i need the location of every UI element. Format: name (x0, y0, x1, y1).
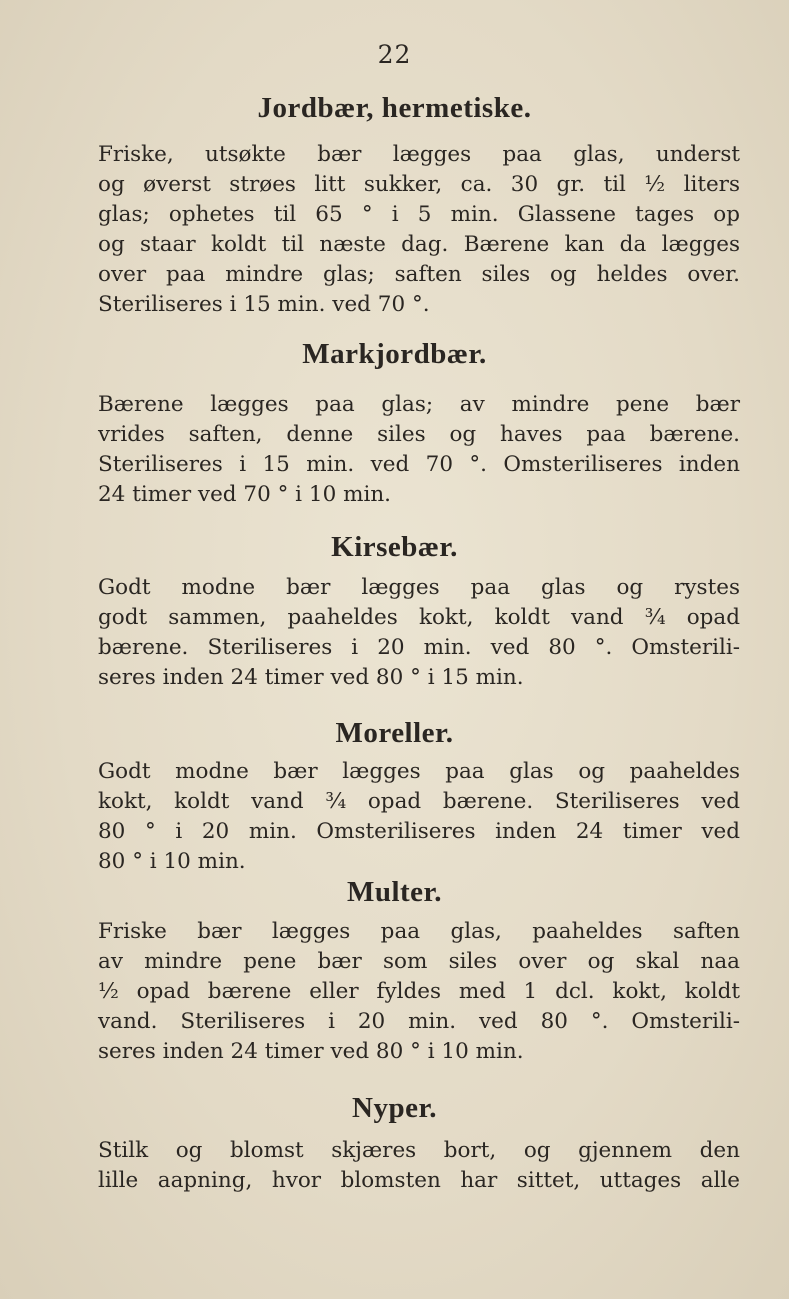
text-line: Friske bær lægges paa glas, paaheldes saften (98, 919, 740, 944)
text-line: Steriliseres i 15 min. ved 70 °. Omsteriliseres inden (98, 452, 740, 477)
page-number: 22 (377, 40, 412, 69)
text-line: Godt modne bær lægges paa glas og paaheldes (98, 759, 740, 784)
text-line: godt sammen, paaheldes kokt, koldt vand ¾ opad (98, 605, 740, 630)
text-line: ½ opad bærene eller fyldes med 1 dcl. kokt, koldt (98, 979, 740, 1004)
text-line: 80 ° i 20 min. Omsteriliseres inden 24 timer ved (98, 819, 740, 844)
text-line: 24 timer ved 70 ° i 10 min. (98, 482, 392, 507)
text-line: av mindre pene bær som siles over og skal naa (98, 949, 740, 974)
section-title-jordbaer-hermetiske: Jordbær, hermetiske. (257, 92, 532, 124)
section-title-nyper: Nyper. (352, 1092, 437, 1124)
text-line: og øverst strøes litt sukker, ca. 30 gr. til ½ liters (98, 172, 740, 197)
section-title-kirsebaer: Kirsebær. (331, 531, 458, 563)
text-line: vrides saften, denne siles og haves paa bærene. (98, 422, 740, 447)
section-text-nyper (98, 1136, 740, 1196)
text-line: over paa mindre glas; saften siles og heldes over. (98, 262, 740, 287)
text-line: vand. Steriliseres i 20 min. ved 80 °. Omsterili- (98, 1009, 740, 1034)
text-line: 80 ° i 10 min. (98, 849, 246, 874)
section-text-multer (98, 917, 740, 1067)
text-line: lille aapning, hvor blomsten har sittet, uttages alle (98, 1168, 740, 1193)
section-text-kirsebaer (98, 573, 740, 693)
section-title-multer: Multer. (346, 876, 443, 908)
text-line: Steriliseres i 15 min. ved 70 °. (98, 292, 430, 317)
text-line: Stilk og blomst skjæres bort, og gjennem den (98, 1138, 740, 1163)
text-line: Friske, utsøkte bær lægges paa glas, underst (98, 142, 740, 167)
text-line: glas; ophetes til 65 ° i 5 min. Glassene tages op (98, 202, 740, 227)
section-title-markjordbaer: Markjordbær. (302, 338, 487, 370)
section-text-moreller (98, 757, 740, 877)
section-text-jordbaer-hermetiske (98, 140, 740, 320)
text-line: seres inden 24 timer ved 80 ° i 15 min. (98, 665, 524, 690)
text-line: bærene. Steriliseres i 20 min. ved 80 °. Omsterili- (98, 635, 740, 660)
text-line: Godt modne bær lægges paa glas og rystes (98, 575, 740, 600)
text-line: seres inden 24 timer ved 80 ° i 10 min. (98, 1039, 524, 1064)
text-line: og staar koldt til næste dag. Bærene kan da lægges (98, 232, 740, 257)
text-line: kokt, koldt vand ¾ opad bærene. Steriliseres ved (98, 789, 740, 814)
text-line: Bærene lægges paa glas; av mindre pene bær (98, 392, 740, 417)
section-title-moreller: Moreller. (335, 717, 454, 749)
section-text-markjordbaer (98, 390, 740, 510)
